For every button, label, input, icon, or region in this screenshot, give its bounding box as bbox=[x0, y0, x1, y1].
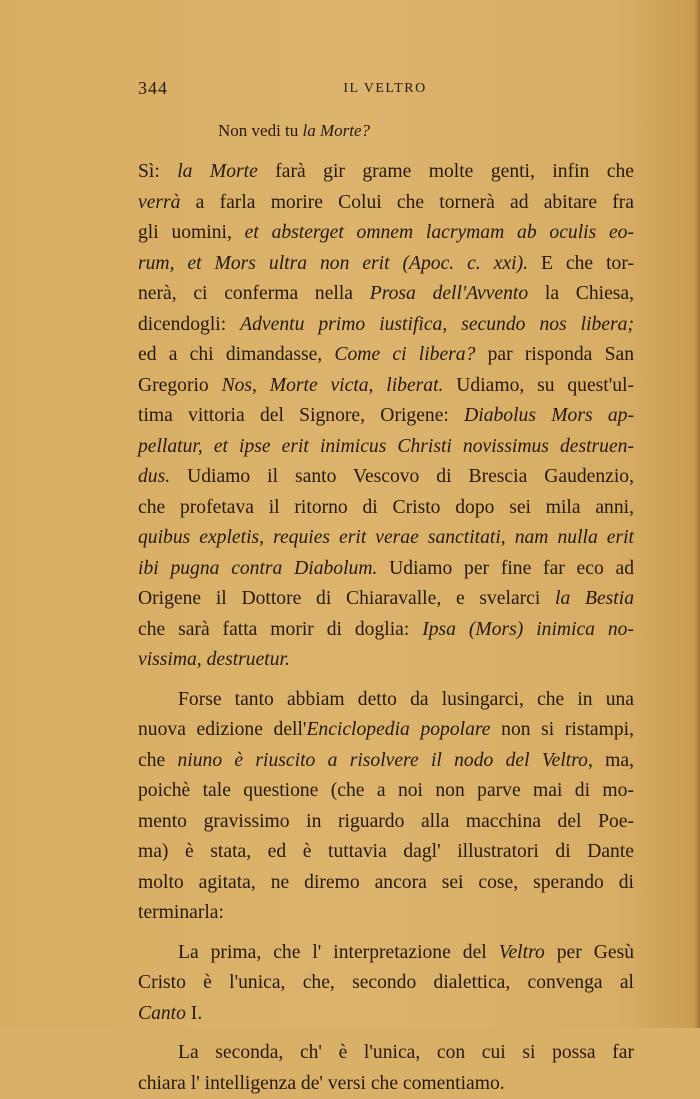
italic-text: Enciclopedia popolare bbox=[306, 719, 490, 740]
roman-text: la Chiesa, bbox=[528, 283, 634, 304]
running-title: IL VELTRO bbox=[138, 81, 632, 97]
text-line bbox=[138, 188, 634, 219]
text-line bbox=[138, 715, 634, 746]
text-line bbox=[138, 218, 634, 249]
roman-text: tima vittoria del Signore, Origene: bbox=[138, 405, 464, 426]
roman-text: poichè tale questione (che a noi non parve mai di mo- bbox=[138, 780, 634, 801]
page-edge-shadow bbox=[694, 0, 700, 1028]
roman-text: che bbox=[138, 750, 178, 771]
roman-text: par risponda San bbox=[475, 344, 634, 365]
roman-text: mento gravissimo in riguardo alla macchina del Poe- bbox=[138, 811, 634, 832]
italic-text: Adventu primo iustifica, secundo nos libera; bbox=[240, 314, 634, 335]
roman-text: ed a chi dimandasse, bbox=[138, 344, 334, 365]
text-line bbox=[138, 371, 634, 402]
text-line bbox=[138, 645, 634, 676]
text-line bbox=[138, 868, 634, 899]
text-line bbox=[138, 746, 634, 777]
roman-text: Sì: bbox=[138, 161, 177, 182]
italic-text: pellatur, et ipse erit inimicus Christi novissimus destruen- bbox=[138, 436, 634, 457]
roman-text: chiara l' intelligenza de' versi che comentiamo. bbox=[138, 1073, 505, 1094]
italic-text: Canto bbox=[138, 1003, 186, 1024]
text-line bbox=[138, 898, 634, 929]
italic-text: la Bestia bbox=[555, 588, 634, 609]
paragraph-1 bbox=[138, 157, 634, 676]
roman-text: Forse tanto abbiam detto da lusingarci, che in una bbox=[178, 689, 634, 710]
roman-text: Udiamo per fine far eco ad bbox=[377, 558, 634, 579]
roman-text: gli uomini, bbox=[138, 222, 245, 243]
paragraph-4 bbox=[138, 1038, 634, 1099]
roman-text: , ma, bbox=[588, 750, 634, 771]
italic-text: et absterget omnem lacrymam ab oculis eo- bbox=[245, 222, 634, 243]
roman-text: La seconda, ch' è l'unica, con cui si possa far bbox=[178, 1042, 634, 1063]
roman-text: a farla morire Colui che tornerà ad abitare fra bbox=[180, 192, 634, 213]
text-line bbox=[138, 685, 634, 716]
text-line bbox=[138, 999, 634, 1030]
text-line bbox=[138, 279, 634, 310]
roman-text: I. bbox=[186, 1003, 202, 1024]
text-line bbox=[138, 523, 634, 554]
roman-text: Udiamo, su quest'ul- bbox=[443, 375, 634, 396]
text-line bbox=[138, 968, 634, 999]
text-line bbox=[138, 432, 634, 463]
text-line bbox=[138, 340, 634, 371]
italic-text: Diabolus Mors ap- bbox=[464, 405, 634, 426]
roman-text: molto agitata, ne diremo ancora sei cose, sperando di bbox=[138, 872, 634, 893]
roman-text: Origene il Dottore di Chiaravalle, e svelarci bbox=[138, 588, 555, 609]
page-number: 344 bbox=[138, 78, 168, 99]
page-header bbox=[138, 78, 632, 102]
text-line bbox=[138, 249, 634, 280]
opening-quote: Non vedi tu la Morte? bbox=[138, 116, 634, 145]
italic-text: la Morte bbox=[177, 161, 258, 182]
roman-text: non si ristampi, bbox=[491, 719, 635, 740]
text-line bbox=[138, 493, 634, 524]
text-line bbox=[138, 1069, 634, 1099]
italic-text: rum, et Mors ultra non erit (Apoc. c. xxi). bbox=[138, 253, 528, 274]
italic-text: Come ci libera? bbox=[334, 344, 475, 365]
text-line bbox=[138, 554, 634, 585]
text-line bbox=[138, 157, 634, 188]
roman-text: Udiamo il santo Vescovo di Brescia Gaudenzio, bbox=[170, 466, 634, 487]
text-line bbox=[138, 1038, 634, 1069]
text-line bbox=[138, 776, 634, 807]
roman-text: dicendogli: bbox=[138, 314, 240, 335]
text-line bbox=[138, 310, 634, 341]
roman-text: che sarà fatta morir di doglia: bbox=[138, 619, 422, 640]
roman-text: nuova edizione dell' bbox=[138, 719, 306, 740]
paragraph-2 bbox=[138, 685, 634, 929]
italic-text: Nos, Morte victa, liberat. bbox=[222, 375, 444, 396]
text-line bbox=[138, 938, 634, 969]
paragraph-3 bbox=[138, 938, 634, 1030]
text-line bbox=[138, 615, 634, 646]
italic-text: Veltro bbox=[499, 942, 545, 963]
roman-text: per Gesù bbox=[545, 942, 634, 963]
italic-text: Prosa dell'Avvento bbox=[370, 283, 528, 304]
roman-text: La prima, che l' interpretazione del bbox=[178, 942, 499, 963]
roman-text: nerà, ci conferma nella bbox=[138, 283, 370, 304]
italic-text: quibus expletis, requies erit verae sanctitati, nam nulla erit bbox=[138, 527, 634, 548]
text-line bbox=[138, 462, 634, 493]
roman-text: Gregorio bbox=[138, 375, 222, 396]
italic-text: vissima, destruetur. bbox=[138, 649, 290, 670]
body-text bbox=[138, 116, 634, 1099]
italic-text: niuno è riuscito a risolvere il nodo del Veltro bbox=[178, 750, 588, 771]
roman-text: che profetava il ritorno di Cristo dopo sei mila anni, bbox=[138, 497, 634, 518]
roman-text: ma) è stata, ed è tuttavia dagl' illustratori di Dante bbox=[138, 841, 634, 862]
roman-text: farà gir grame molte genti, infin che bbox=[258, 161, 634, 182]
text-line bbox=[138, 401, 634, 432]
italic-text: ibi pugna contra Diabolum. bbox=[138, 558, 377, 579]
roman-text: Cristo è l'unica, che, secondo dialettica, convenga al bbox=[138, 972, 634, 993]
roman-text: E che tor- bbox=[528, 253, 634, 274]
italic-text: Ipsa (Mors) inimica no- bbox=[422, 619, 634, 640]
italic-text: verrà bbox=[138, 192, 180, 213]
text-line bbox=[138, 837, 634, 868]
text-line bbox=[138, 807, 634, 838]
italic-text: dus. bbox=[138, 466, 170, 487]
roman-text: terminarla: bbox=[138, 902, 224, 923]
text-line bbox=[138, 584, 634, 615]
